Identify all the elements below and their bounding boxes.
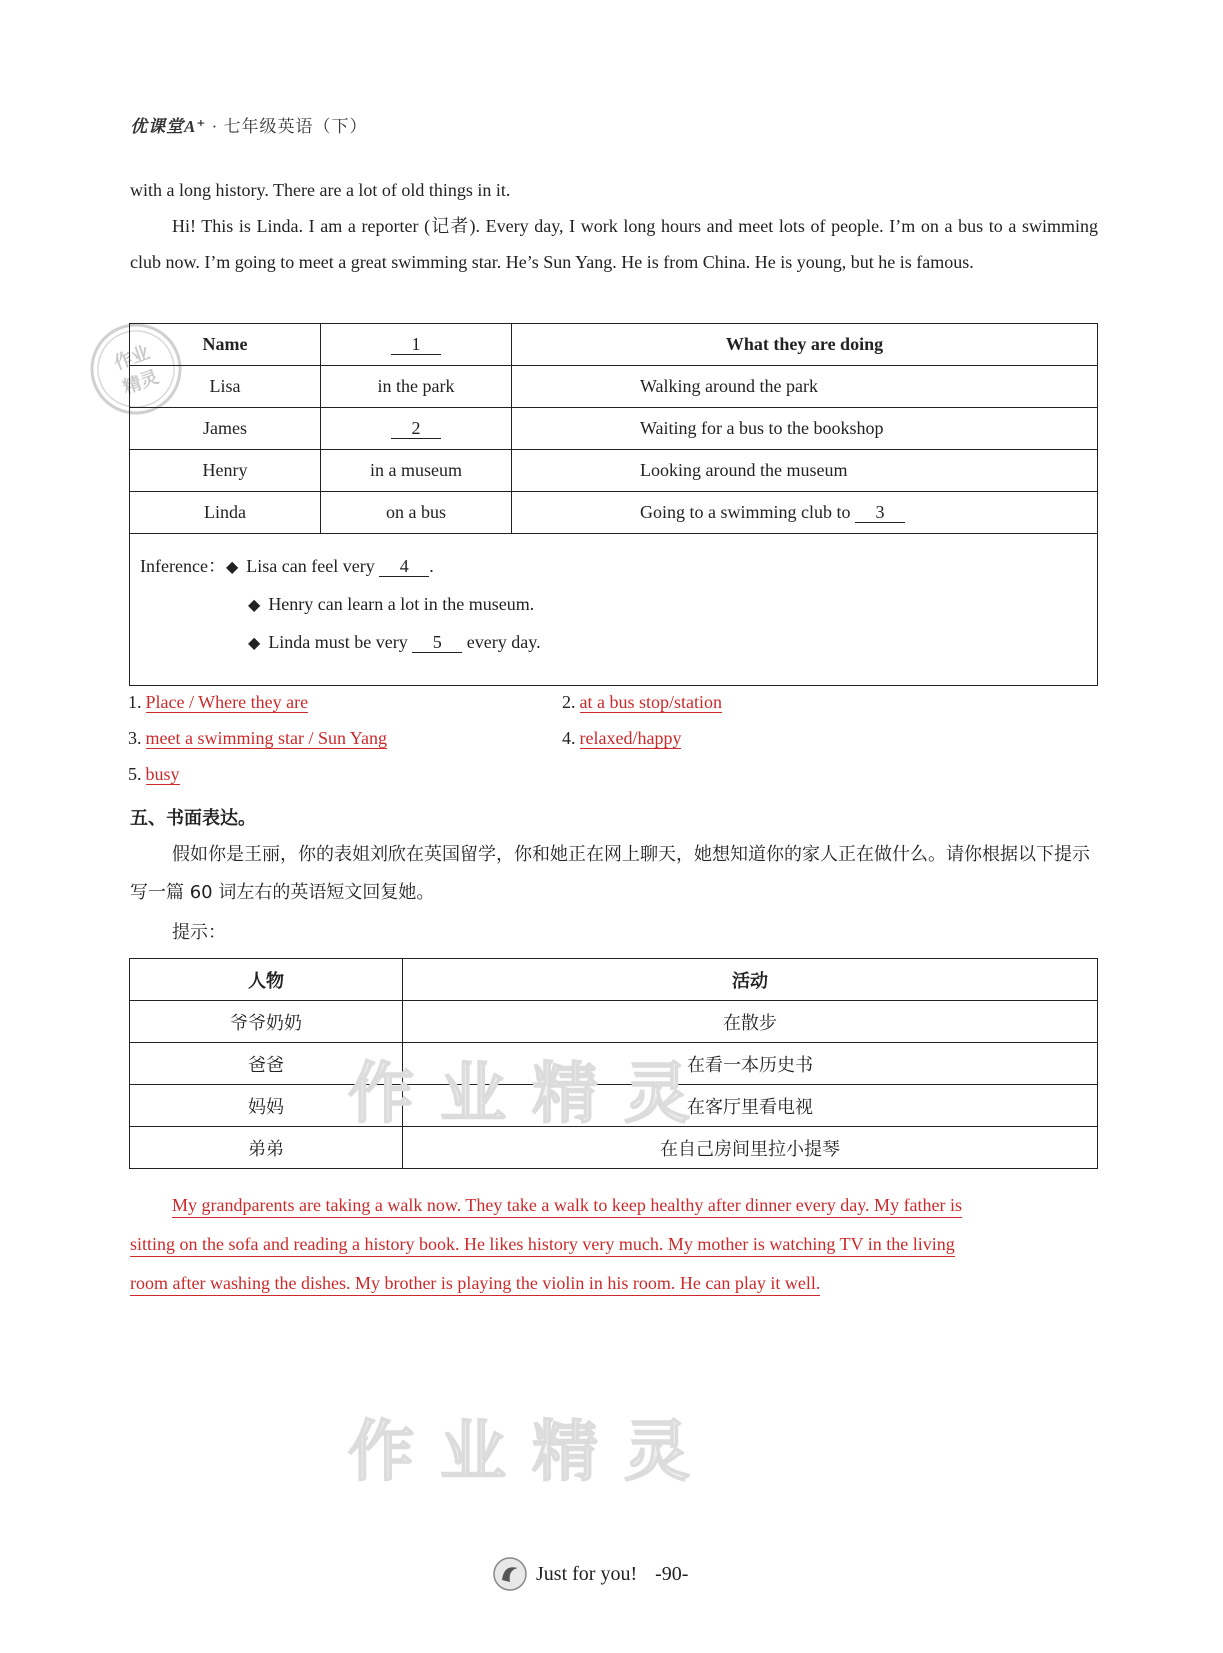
cell-name: James (130, 408, 321, 450)
brand-name: 优课堂 (130, 117, 184, 136)
header-person: 人物 (130, 959, 403, 1001)
hint-label: 提示： (172, 922, 226, 943)
answer-text: relaxed/happy (579, 728, 682, 748)
diamond-icon: ◆ (248, 635, 261, 652)
answer-text: meet a swimming star / Sun Yang (145, 728, 387, 748)
header-blank-1 (321, 324, 512, 366)
diamond-icon: ◆ (225, 559, 239, 576)
blank-3: 3 (855, 502, 905, 523)
blank-5: 5 (412, 632, 462, 653)
cell-name: Lisa (130, 366, 321, 408)
answer-item (128, 692, 308, 713)
cell-activity: 在看一本历史书 (403, 1043, 1098, 1085)
answer-num: 2. (562, 692, 576, 712)
cell-activity: 在散步 (403, 1001, 1098, 1043)
inference-label: Inference： (140, 556, 226, 576)
diamond-icon: ◆ (248, 597, 261, 614)
table-header-row (130, 959, 1098, 1001)
blank-2: 2 (391, 418, 441, 439)
section-title: 五、书面表达。 (130, 808, 256, 829)
cell-activity: 在自己房间里拉小提琴 (403, 1127, 1098, 1169)
inference-text: Lisa can feel very (246, 556, 375, 576)
answer-num: 5. (128, 764, 142, 784)
answer-num: 4. (562, 728, 576, 748)
blank-4: 4 (379, 556, 429, 577)
inference-line-1 (140, 548, 1087, 586)
header-doing: What they are doing (512, 324, 1098, 366)
stamp-text-bottom: 精灵 (120, 366, 162, 399)
cell-place: in a museum (321, 450, 512, 492)
swirl-logo-icon (492, 1556, 528, 1592)
cell-activity: 在客厅里看电视 (403, 1085, 1098, 1127)
cell-place: in the park (321, 366, 512, 408)
inference-cell (130, 534, 1098, 686)
stamp-text-top: 作业 (111, 342, 153, 375)
brand-mark: A⁺ (184, 117, 207, 136)
answer-item (128, 764, 180, 785)
answer-item (562, 728, 681, 749)
table-row (130, 408, 1098, 450)
cell-person: 弟弟 (130, 1127, 403, 1169)
table-header-row (130, 324, 1098, 366)
inference-text: Linda must be very (268, 632, 408, 652)
table-row (130, 450, 1098, 492)
cell-person: 爸爸 (130, 1043, 403, 1085)
cell-doing (512, 492, 1098, 534)
table-row (130, 492, 1098, 534)
cell-doing: Waiting for a bus to the bookshop (512, 408, 1098, 450)
header-activity: 活动 (403, 959, 1098, 1001)
cell-doing: Walking around the park (512, 366, 1098, 408)
watermark: 作业精灵 (348, 1055, 716, 1132)
inference-suffix: . (429, 556, 434, 576)
doing-prefix: Going to a swimming club to (640, 502, 851, 522)
sample-essay (130, 1186, 1098, 1303)
table-row (130, 1001, 1098, 1043)
inference-text: Henry can learn a lot in the museum. (268, 594, 535, 614)
answer-num: 1. (128, 692, 142, 712)
essay-text: room after washing the dishes. My brother is playing the violin in his room. He can play it well. (130, 1273, 820, 1296)
cell-name: Linda (130, 492, 321, 534)
passage-paragraph: Hi! This is Linda. I am a reporter (记者). Every day, I work long hours and meet lots of people. I’m on a bus to a swimming club now. I’m going to meet a great swimming star. He’s Sun Yang. He is from China. He is young, but he is famous. (130, 216, 1098, 272)
writing-prompt: 假如你是王丽，你的表姐刘欣在英国留学，你和她正在网上聊天，她想知道你的家人正在做什么。请你根据以下提示写一篇 60 词左右的英语短文回复她。 (130, 844, 1090, 903)
essay-line (130, 1186, 1098, 1225)
cell-doing: Looking around the museum (512, 450, 1098, 492)
answer-text: Place / Where they are (145, 692, 309, 712)
reading-table (129, 323, 1098, 686)
cell-name: Henry (130, 450, 321, 492)
page-footer (492, 1556, 688, 1592)
table-row (130, 366, 1098, 408)
answer-item (128, 728, 387, 749)
page-number: -90- (655, 1562, 689, 1585)
essay-text: My grandparents are taking a walk now. They take a walk to keep healthy after dinner every day. My father is (172, 1195, 962, 1218)
header-name: Name (130, 324, 321, 366)
answer-num: 3. (128, 728, 142, 748)
answer-item (562, 692, 722, 713)
watermark: 作业精灵 (348, 1413, 716, 1490)
inference-suffix: every day. (466, 632, 541, 652)
essay-line (130, 1264, 1098, 1303)
cell-person: 妈妈 (130, 1085, 403, 1127)
cell-place (321, 408, 512, 450)
cell-person: 爷爷奶奶 (130, 1001, 403, 1043)
passage-line: with a long history. There are a lot of old things in it. (130, 180, 511, 200)
book-title: · 七年级英语（下） (211, 117, 368, 136)
cell-place: on a bus (321, 492, 512, 534)
answer-text: busy (145, 764, 180, 784)
inference-line-3 (140, 624, 1087, 662)
footer-text: Just for you! (536, 1562, 638, 1585)
inference-line-2 (140, 586, 1087, 624)
blank-1: 1 (391, 334, 441, 355)
running-header (130, 112, 367, 137)
answer-text: at a bus stop/station (579, 692, 722, 712)
essay-line (130, 1225, 1098, 1264)
essay-text: sitting on the sofa and reading a history book. He likes history very much. My mother is watching TV in the living (130, 1234, 955, 1257)
inference-row (130, 534, 1098, 686)
